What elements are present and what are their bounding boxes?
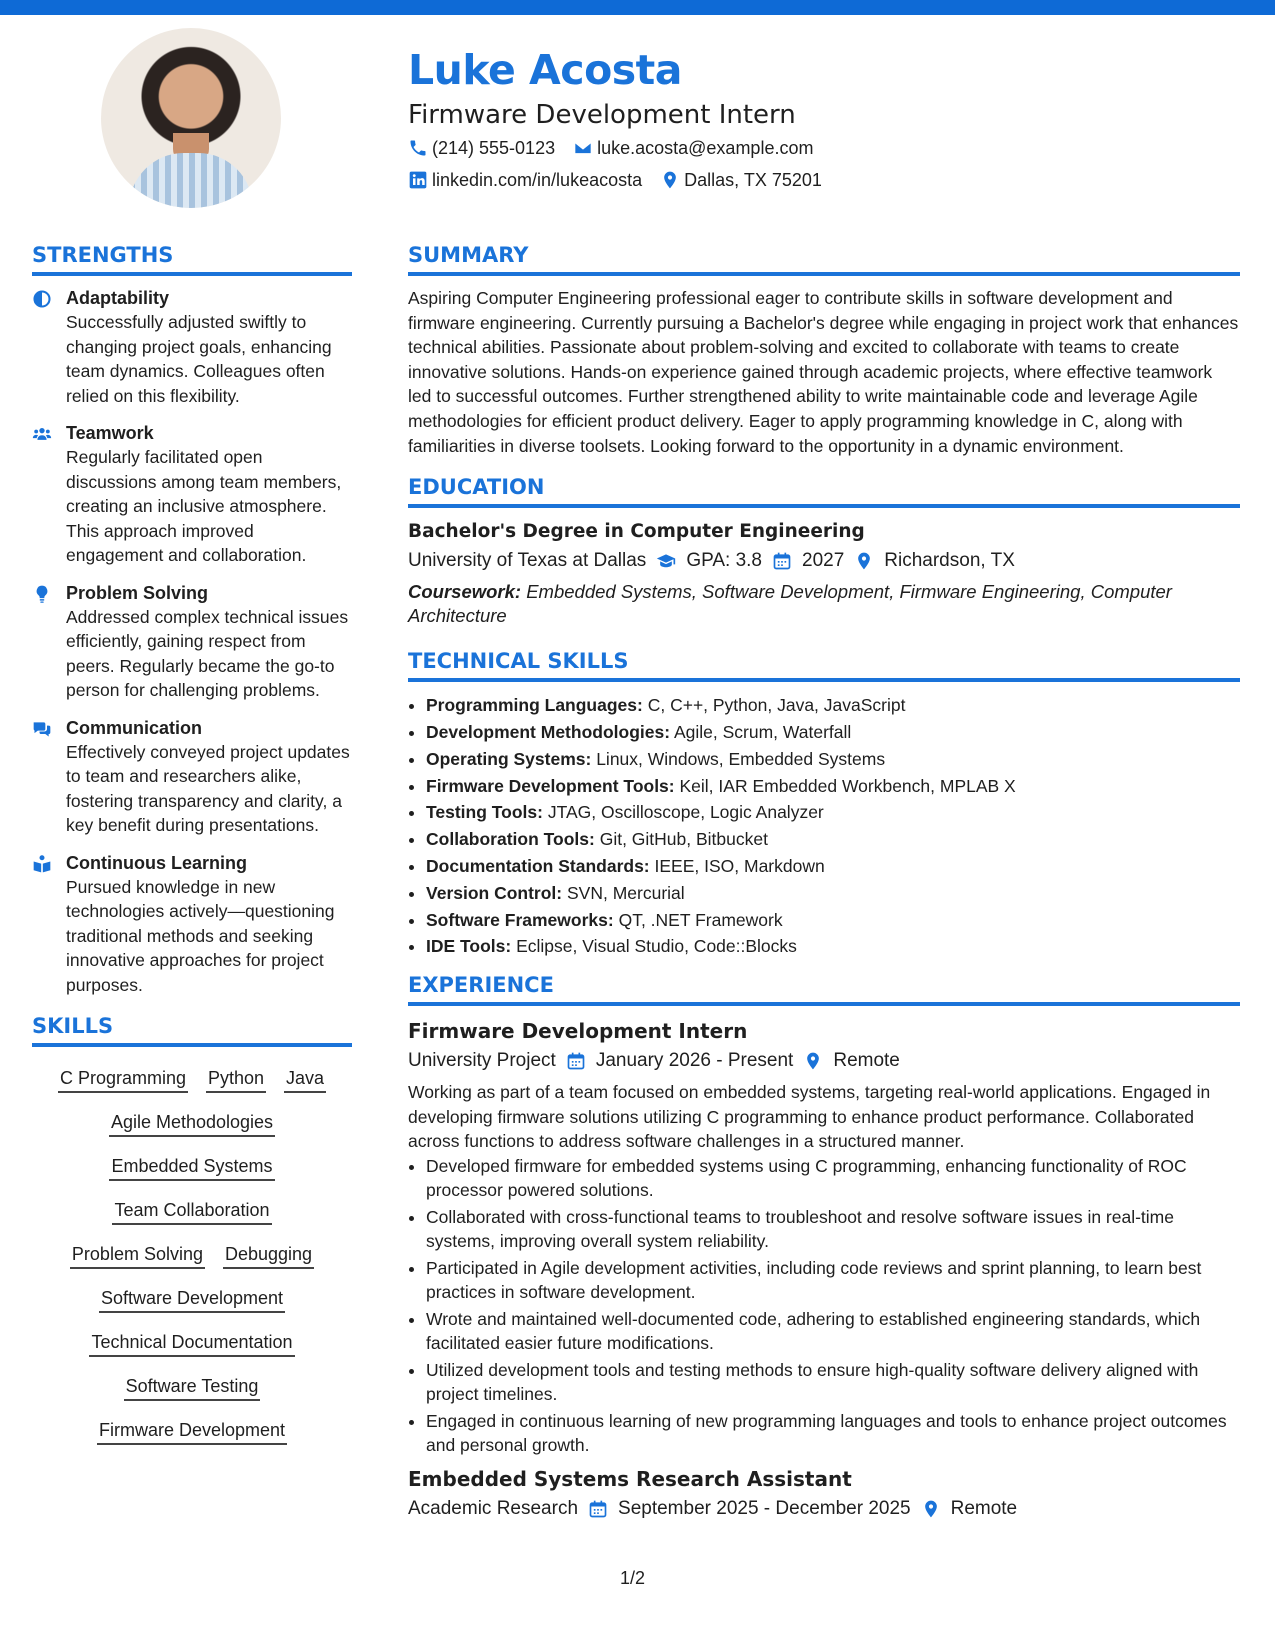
skill-chip: Python — [206, 1065, 266, 1093]
strength-desc: Successfully adjusted swiftly to changing project goals, enhancing team dynamics. Colleagues often relied on this flexibility. — [66, 312, 332, 406]
job-dates-text: September 2025 - December 2025 — [618, 1497, 911, 1519]
skill-chip: Team Collaboration — [112, 1197, 271, 1225]
education-location — [854, 546, 1015, 576]
job-title: Embedded Systems Research Assistant — [408, 1466, 852, 1491]
skill-label: Documentation Standards: — [426, 855, 650, 876]
contact-phone — [408, 132, 555, 164]
skill-label: Operating Systems: — [426, 748, 592, 769]
list-item — [426, 719, 1240, 746]
list-item: • Participated in Agile development activities, including code reviews and sprint planning, to learn best practices in software development. — [426, 1256, 1240, 1305]
job-meta — [408, 1494, 1240, 1524]
skill-value: C, C++, Python, Java, JavaScript — [647, 695, 906, 716]
skill-chip: Problem Solving — [70, 1241, 205, 1269]
job-meta — [408, 1046, 1240, 1076]
map-pin-icon — [854, 551, 874, 571]
skill-value: Keil, IAR Embedded Workbench, MPLAB X — [679, 775, 1016, 796]
job-org: Academic Research — [408, 1497, 579, 1519]
skill-value: SVN, Mercurial — [567, 882, 685, 903]
skill-chip: Technical Documentation — [89, 1329, 294, 1357]
contact-linkedin[interactable] — [408, 164, 642, 196]
list-item — [426, 853, 1240, 880]
list-item — [426, 826, 1240, 853]
strength-desc: Pursued knowledge in new technologies actively—questioning traditional methods and seeking innovative approaches for project purposes. — [66, 876, 335, 995]
lightbulb-icon — [32, 584, 52, 604]
list-item — [426, 773, 1240, 800]
linkedin-text[interactable]: linkedin.com/in/lukeacosta — [432, 170, 643, 190]
strength-desc: Addressed complex technical issues efficiently, gaining respect from peers. Regularly became the go-to person for challenging problems. — [66, 606, 349, 700]
calendar-icon — [566, 1051, 586, 1071]
contact-email[interactable] — [573, 132, 813, 164]
calendar-icon — [588, 1499, 608, 1519]
phone-icon — [408, 138, 428, 158]
skill-chip: Software Testing — [124, 1373, 261, 1401]
job-org: University Project — [408, 1050, 556, 1072]
list-item: • Engaged in continuous learning of new programming languages and tools to enhance project outcomes and personal growth. — [426, 1409, 1240, 1458]
skill-value: Git, GitHub, Bitbucket — [599, 829, 768, 850]
phone-text: (214) 555-0123 — [432, 138, 556, 158]
location-text: Dallas, TX 75201 — [684, 170, 822, 190]
half-circle-icon — [32, 289, 52, 309]
strength-title: Problem Solving — [66, 582, 209, 603]
book-reader-icon — [32, 854, 52, 874]
edu-location-text: Richardson, TX — [884, 550, 1015, 572]
education-school: University of Texas at Dallas — [408, 550, 647, 572]
map-pin-icon — [803, 1051, 823, 1071]
list-item — [426, 880, 1240, 907]
education-heading: EDUCATION — [408, 472, 1240, 508]
job-dates — [566, 1046, 794, 1076]
education-year — [772, 546, 844, 576]
contact-row-1 — [408, 132, 1248, 164]
strength-title: Communication — [66, 717, 203, 738]
photo-shirt — [129, 153, 253, 208]
strength-title: Continuous Learning — [66, 852, 247, 873]
summary-heading: SUMMARY — [408, 240, 1240, 276]
job-description: Working as part of a team focused on embedded systems, targeting real-world applications. Engaged in developing firmware solutions utilizing C programming to enhance product performance. Collaborated across functions to address software challenges in a structured manner. — [408, 1082, 1211, 1152]
top-accent-bar — [0, 0, 1275, 15]
strength-item — [32, 851, 352, 998]
job-title: Firmware Development Intern — [408, 1019, 748, 1044]
skill-chip: C Programming — [58, 1065, 188, 1093]
list-item — [426, 933, 1240, 960]
skill-chip: Agile Methodologies — [109, 1109, 275, 1137]
strength-item — [32, 421, 352, 568]
strength-item — [32, 716, 352, 838]
map-pin-icon — [921, 1499, 941, 1519]
envelope-icon — [573, 138, 593, 158]
skill-chip: Software Development — [99, 1285, 285, 1313]
experience-heading: EXPERIENCE — [408, 970, 1240, 1006]
contact-row-2 — [408, 164, 1248, 196]
coursework-text: Embedded Systems, Software Development, Firmware Engineering, Computer Architecture — [408, 581, 1172, 627]
skill-value: Eclipse, Visual Studio, Code::Blocks — [516, 936, 797, 957]
list-item: • Wrote and maintained well-documented code, adhering to established engineering standards, which facilitated easier future modifications. — [426, 1307, 1240, 1356]
skill-chip: Debugging — [223, 1241, 314, 1269]
skill-label: Testing Tools: — [426, 802, 543, 823]
job-dates-text: January 2026 - Present — [595, 1050, 794, 1072]
chat-icon — [32, 719, 52, 739]
strengths-list — [32, 286, 352, 997]
skill-label: Development Methodologies: — [426, 721, 671, 742]
skill-label: Version Control: — [426, 882, 563, 903]
education-degree: Bachelor's Degree in Computer Engineering — [408, 521, 865, 543]
skill-label: Collaboration Tools: — [426, 829, 595, 850]
list-item — [426, 907, 1240, 934]
strength-title: Adaptability — [66, 288, 170, 308]
contact-location — [660, 164, 822, 196]
skill-chip: Embedded Systems — [109, 1153, 274, 1181]
job-location-text: Remote — [950, 1497, 1018, 1519]
technical-skills-list — [408, 692, 1240, 960]
job-location — [803, 1046, 900, 1076]
page-number: 1/2 — [620, 1568, 646, 1588]
skill-label: Software Frameworks: — [426, 909, 614, 930]
skill-value: JTAG, Oscilloscope, Logic Analyzer — [547, 802, 824, 823]
skill-label: Programming Languages: — [426, 695, 643, 716]
job-location-text: Remote — [833, 1050, 900, 1072]
list-item — [426, 799, 1240, 826]
graduation-cap-icon — [656, 551, 676, 571]
candidate-role: Firmware Development Intern — [408, 100, 796, 130]
skill-chip: Firmware Development — [97, 1417, 287, 1445]
gpa-text: GPA: 3.8 — [686, 550, 762, 572]
right-column — [408, 240, 1240, 1524]
list-item — [426, 746, 1240, 773]
strengths-heading: STRENGTHS — [32, 240, 352, 276]
users-icon — [32, 424, 52, 444]
calendar-icon — [772, 551, 792, 571]
profile-photo — [101, 28, 281, 208]
summary-text: Aspiring Computer Engineering professional eager to contribute skills in software development and firmware engineering. Currently pursuing a Bachelor's degree while engaging in project work that enhances technical abilities. Passionate about problem-solving and excited to collaborate with teams to create innovative solutions. Hands-on experience gained through academic projects, where effective teamwork led to successful outcomes. Further strengthened ability to write maintainable code and leverage Agile methodologies for efficient product delivery. Eager to apply programming knowledge in C, along with familiarities in diverse toolsets. Looking forward to the opportunity in a dynamic environment. — [408, 288, 1239, 456]
technical-skills-heading: TECHNICAL SKILLS — [408, 646, 1240, 682]
map-pin-icon — [660, 170, 680, 190]
skill-chip: Java — [284, 1065, 326, 1093]
job-location — [921, 1494, 1018, 1524]
list-item: • Collaborated with cross-functional teams to troubleshoot and resolve software issues in real-time systems, improving overall system reliability. — [426, 1205, 1240, 1254]
list-item: • Developed firmware for embedded systems using C programming, enhancing functionality of ROC processor powered solutions. — [426, 1154, 1240, 1203]
list-item: • Utilized development tools and testing methods to ensure high-quality software delivery aligned with project timelines. — [426, 1358, 1240, 1407]
skills-list — [32, 1057, 352, 1445]
skill-value: Linux, Windows, Embedded Systems — [596, 748, 886, 769]
coursework-label: Coursework: — [408, 581, 522, 603]
candidate-name: Luke Acosta — [408, 46, 682, 94]
skill-label: Firmware Development Tools: — [426, 775, 675, 796]
job-bullets — [408, 1154, 1240, 1458]
skill-value: Agile, Scrum, Waterfall — [673, 721, 852, 742]
strength-desc: Regularly facilitated open discussions among team members, creating an inclusive atmosphere. This approach improved engagement and collaboration. — [66, 447, 342, 565]
year-text: 2027 — [802, 550, 845, 572]
strength-desc: Effectively conveyed project updates to team and researchers alike, fostering transparency and clarity, a key benefit during presentations. — [66, 741, 350, 835]
skill-label: IDE Tools: — [426, 936, 512, 957]
resume-header — [408, 42, 1248, 196]
job-dates — [588, 1494, 911, 1524]
skills-heading: SKILLS — [32, 1011, 352, 1047]
strength-item — [32, 286, 352, 408]
email-text[interactable]: luke.acosta@example.com — [597, 138, 814, 158]
linkedin-icon — [408, 170, 428, 190]
list-item — [426, 692, 1240, 719]
skill-value: IEEE, ISO, Markdown — [654, 855, 825, 876]
education-meta — [408, 546, 1240, 576]
coursework — [408, 580, 1240, 628]
education-gpa — [656, 546, 762, 576]
strength-title: Teamwork — [66, 423, 154, 443]
left-column — [32, 240, 352, 1445]
strength-item — [32, 581, 352, 703]
skill-value: QT, .NET Framework — [618, 909, 783, 930]
